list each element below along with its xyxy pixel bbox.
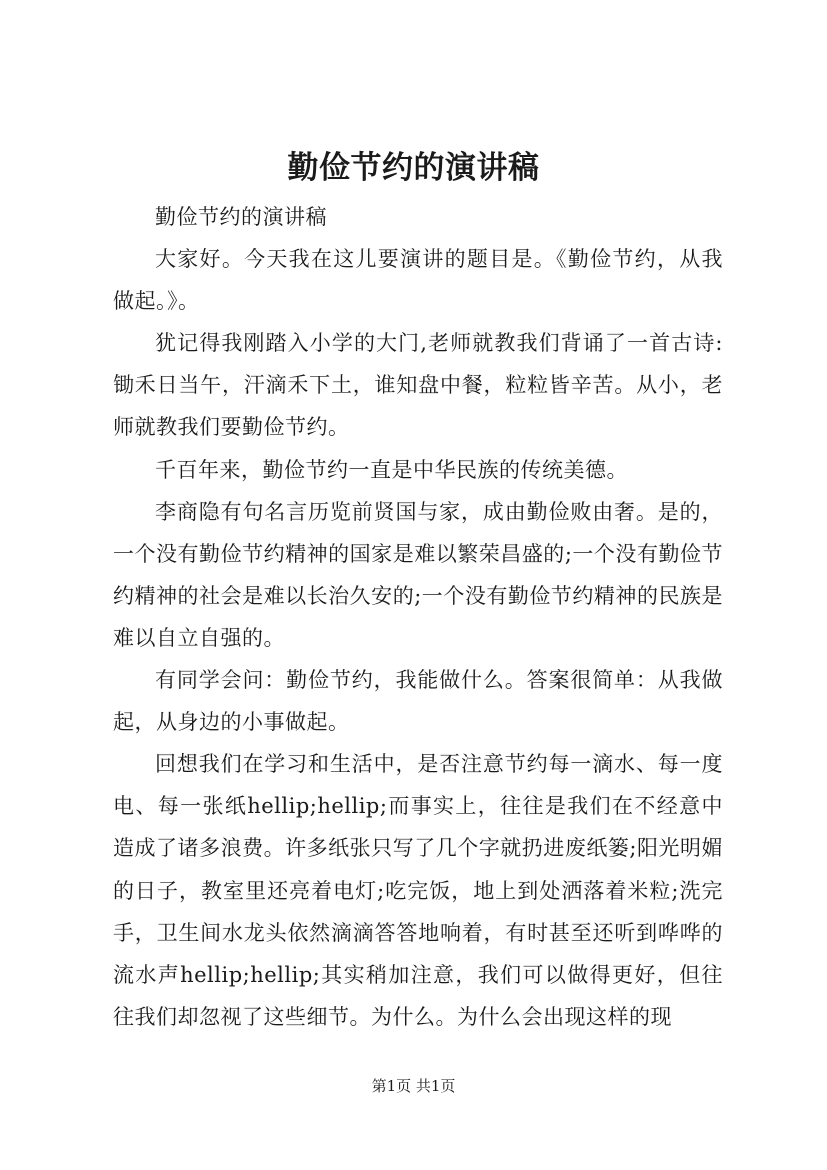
document-body xyxy=(113,196,723,1038)
paragraph-greeting: 大家好。今天我在这儿要演讲的题目是。《勤俭节约，从我做起。》。 xyxy=(113,247,723,314)
paragraph-tradition: 千百年来，勤俭节约一直是中华民族的传统美德。 xyxy=(155,457,628,482)
paragraph-poem: 犹记得我刚踏入小学的大门,老师就教我们背诵了一首古诗:锄禾日当午，汗滴禾下土，谁知盘中餐，粒粒皆辛苦。从小，老师就教我们要勤俭节约。 xyxy=(113,331,723,440)
paragraph-quote: 李商隐有句名言历览前贤国与家，成由勤俭败由奢。是的，一个没有勤俭节约精神的国家是难以繁荣昌盛的;一个没有勤俭节约精神的社会是难以长治久安的;一个没有勤俭节约精神的民族是难以自立自强的。 xyxy=(113,499,723,650)
paragraph-question: 有同学会问：勤俭节约，我能做什么。答案很简单：从我做起，从身边的小事做起。 xyxy=(113,668,723,735)
document-title: 勤俭节约的演讲稿 xyxy=(287,150,540,186)
page-footer: 第1页 共1页 xyxy=(371,1077,456,1095)
paragraph-reflection: 回想我们在学习和生活中，是否注意节约每一滴水、每一度电、每一张纸hellip;hellip;而事实上，往往是我们在不经意中造成了诸多浪费。许多纸张只写了几个字就扔进废纸篓;阳光明媚的日子，教室里还亮着电灯;吃完饭，地上到处洒落着米粒;洗完手，卫生间水龙头依然滴滴答答地响着，有时甚至还听到哗哗的流水声hellip;hellip;其实稍加注意，我们可以做得更好，但往往我们却忽视了这些细节。为什么。为什么会出现这样的现 xyxy=(113,752,723,1029)
paragraph-subtitle: 勤俭节约的演讲稿 xyxy=(155,205,327,229)
